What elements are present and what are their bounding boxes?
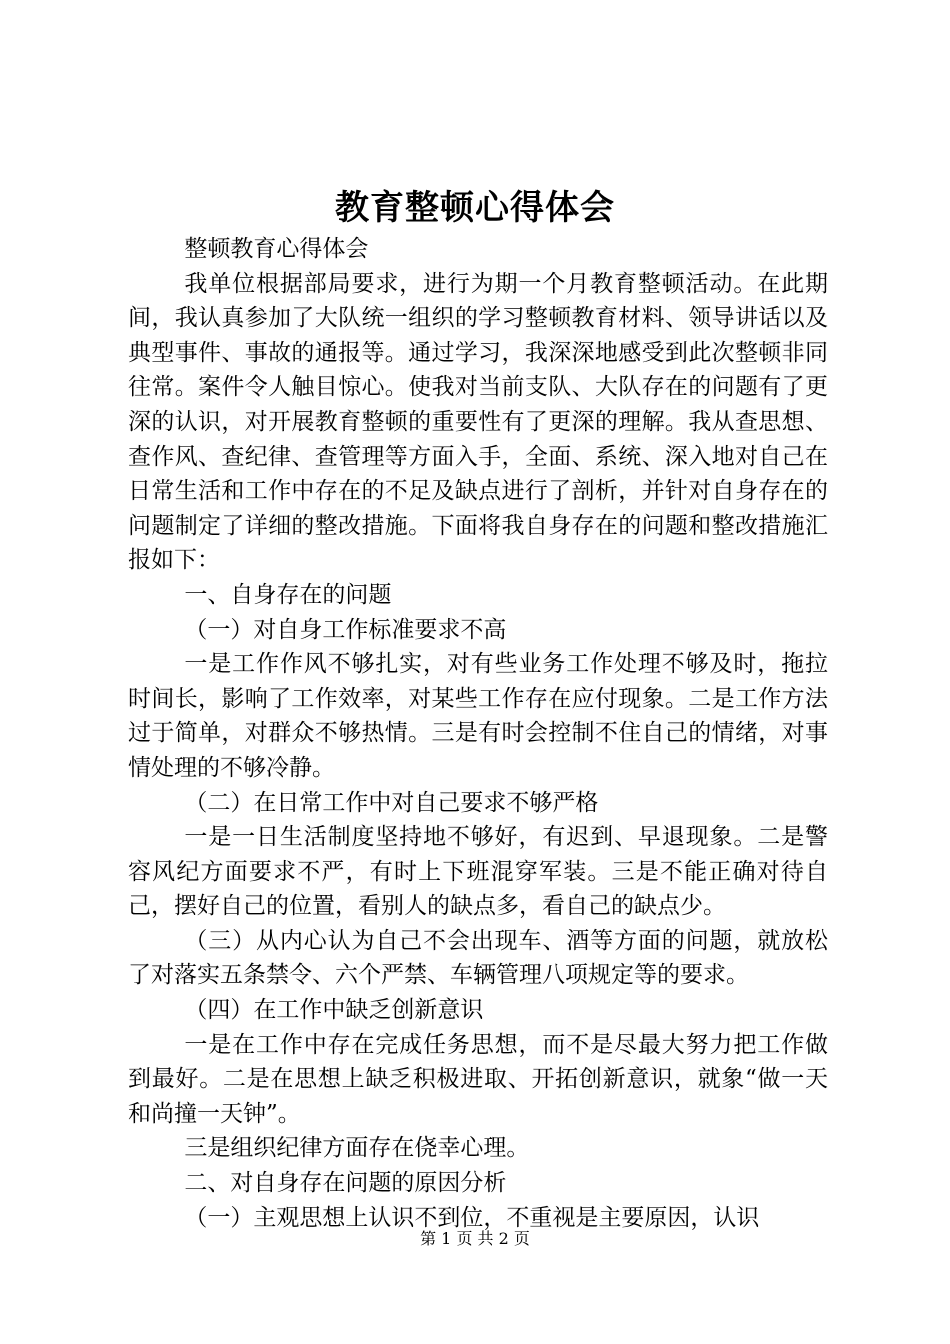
paragraph-subsection-4: 一是在工作中存在完成任务思想，而不是尽最大努力把工作做到最好。二是在思想上缺乏积极进取、开拓创新意识，就象“做一天和尚撞一天钟”。 [128, 1031, 828, 1127]
heading-subsection-4: （四）在工作中缺乏创新意识 [184, 997, 484, 1024]
paragraph-cause-1: （一）主观思想上认识不到位，不重视是主要原因，认识 [184, 1204, 760, 1231]
heading-section-1: 一、自身存在的问题 [184, 581, 392, 608]
paragraph-intro: 我单位根据部局要求，进行为期一个月教育整顿活动。在此期间，我认真参加了大队统一组织的学习整顿教育材料、领导讲话以及典型事件、事故的通报等。通过学习，我深深地感受到此次整顿非同往常。案件令人触目惊心。使我对当前支队、大队存在的问题有了更深的认识，对开展教育整顿的重要性有了更深的理解。我从查思想、查作风、查纪律、查管理等方面入手，全面、系统、深入地对自己在日常生活和工作中存在的不足及缺点进行了剖析，并针对自身存在的问题制定了详细的整改措施。下面将我自身存在的问题和整改措施汇报如下： [128, 270, 828, 574]
paragraph-subtitle: 整顿教育心得体会 [184, 236, 369, 262]
paragraph-subsection-2: 一是一日生活制度坚持地不够好，有迟到、早退现象。二是警容风纪方面要求不严，有时上下班混穿军装。三是不能正确对待自己，摆好自己的位置，看别人的缺点多，看自己的缺点少。 [128, 824, 828, 920]
heading-subsection-1: （一）对自身工作标准要求不高 [184, 616, 507, 643]
paragraph-subsection-1: 一是工作作风不够扎实，对有些业务工作处理不够及时，拖拉时间长，影响了工作效率，对某些工作存在应付现象。二是工作方法过于简单，对群众不够热情。三是有时会控制不住自己的情绪，对事情处理的不够冷静。 [128, 651, 828, 781]
paragraph-subsection-3: （三）从内心认为自己不会出现车、酒等方面的问题，就放松了对落实五条禁令、六个严禁、车辆管理八项规定等的要求。 [128, 927, 828, 989]
document-body [128, 232, 828, 1235]
paragraph-discipline: 三是组织纪律方面存在侥幸心理。 [184, 1135, 530, 1162]
document-title: 教育整顿心得体会 [335, 188, 615, 228]
heading-section-2: 二、对自身存在问题的原因分析 [184, 1170, 507, 1197]
heading-subsection-2: （二）在日常工作中对自己要求不够严格 [184, 789, 599, 816]
page-footer: 第 1 页 共 2 页 [420, 1229, 530, 1248]
